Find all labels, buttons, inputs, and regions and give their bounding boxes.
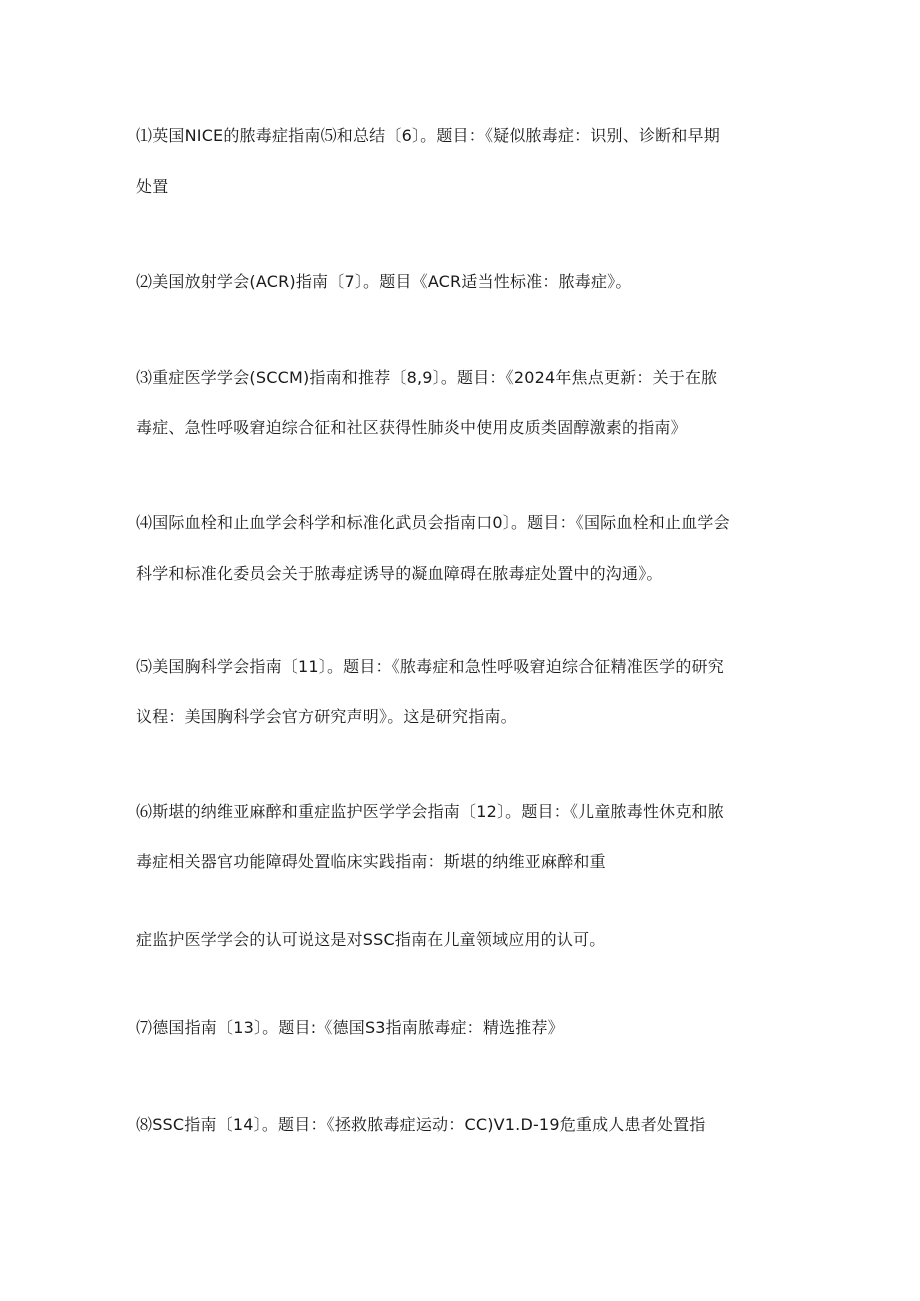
text-line: ⑺德国指南〔13〕。题目:《德国S3指南脓毒症：精选推荐》 [136, 1018, 564, 1037]
text-line: 议程：美国胸科学会官方研究声明》。这是研究指南。 [136, 707, 517, 726]
text-line: ⑷国际血栓和止血学会科学和标准化武员会指南口0〕。题目：《国际血栓和止血学会 [136, 513, 730, 532]
text-line: 症监护医学学会的认可说这是对SSC指南在儿童领域应用的认可。 [136, 930, 606, 949]
text-line: 处置 [136, 177, 169, 196]
text-line: ⑻SSC指南〔14〕。题目：《拯救脓毒症运动：CC)V1.D-19危重成人患者处置指 [136, 1115, 706, 1134]
text-line: 毒症相关器官功能障碍处置临床实践指南：斯堪的纳维亚麻醉和重 [136, 852, 606, 871]
text-line: 科学和标准化委员会关于脓毒症诱导的凝血障碍在脓毒症处置中的沟通》。 [136, 564, 663, 583]
text-line: ⑴英国NICE的脓毒症指南⑸和总结〔6〕。题目：《疑似脓毒症：识别、诊断和早期 [136, 126, 720, 145]
text-line: ⑶重症医学学会(SCCM)指南和推荐〔8,9〕。题目：《2024年焦点更新：关于在脓 [136, 368, 718, 387]
text-line: 毒症、急性呼吸窘迫综合征和社区获得性肺炎中使用皮质类固醇激素的指南》 [136, 418, 687, 437]
text-line: ⑵美国放射学会(ACR)指南〔7〕。题目《ACR适当性标准：脓毒症》。 [136, 272, 632, 291]
text-line: ⑸美国胸科学会指南〔11〕。题目：《脓毒症和急性呼吸窘迫综合征精准医学的研究 [136, 657, 724, 676]
text-line: ⑹斯堪的纳维亚麻醉和重症监护医学学会指南〔12〕。题目：《儿童脓毒性休克和脓 [136, 802, 724, 821]
